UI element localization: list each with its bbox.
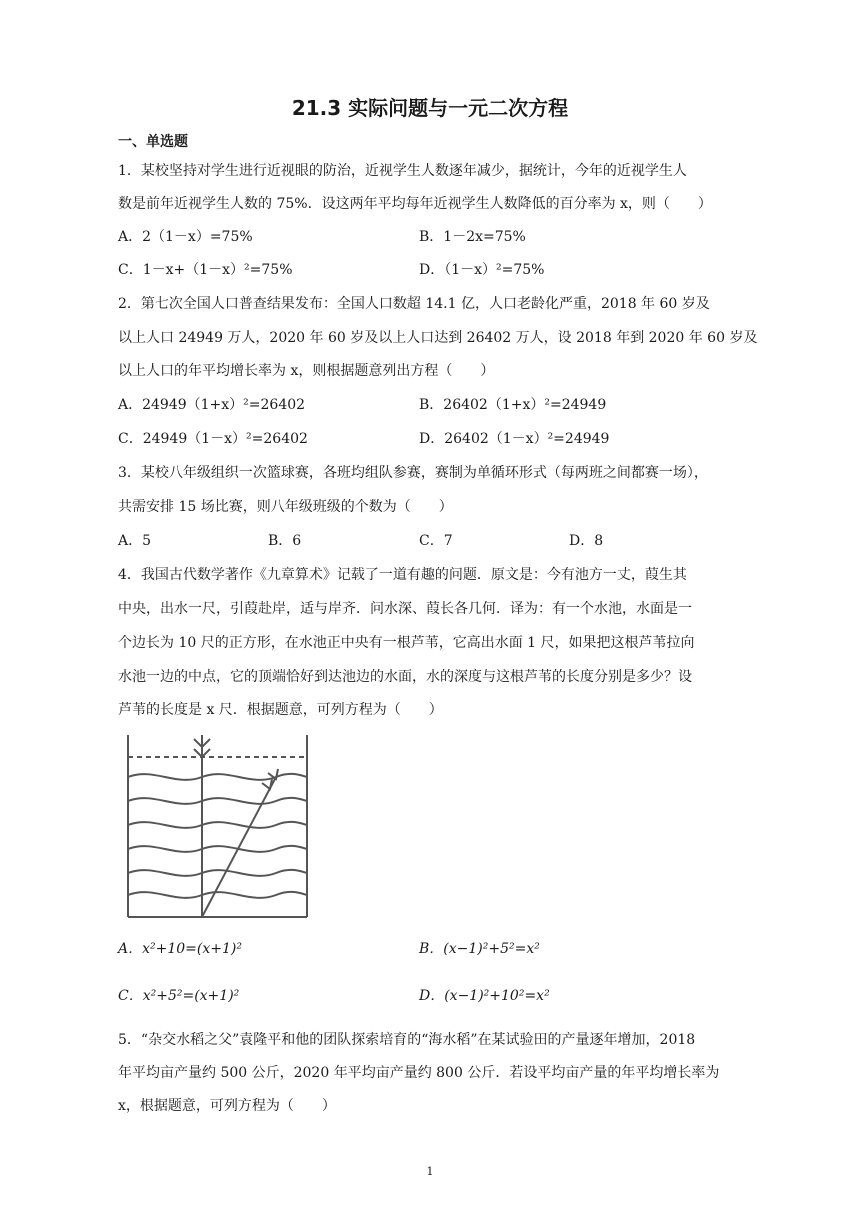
question-3-line-1: 3．某校八年级组织一次篮球赛，各班均组队参赛，赛制为单循环形式（每两班之间都赛一场）， — [118, 465, 708, 481]
question-1-option-b: B．1－2x=75% — [419, 229, 526, 245]
question-3-line-2: 共需安排 15 场比赛，则八年级班级的个数为（ ） — [118, 499, 453, 515]
section-title: 一、单选题 — [118, 134, 188, 150]
wave-6 — [128, 892, 307, 898]
question-4-line-3: 个边长为 10 尺的正方形，在水池正中央有一根芦苇，它高出水面 1 尺，如果把这根芦苇拉向 — [118, 635, 695, 651]
question-4-line-2: 中央，出水一尺，引葭赴岸，适与岸齐．问水深、葭长各几何．译为：有一个水池，水面是一 — [118, 601, 692, 617]
question-2-option-a: A．24949（1+x）²=26402 — [118, 397, 306, 413]
question-4-line-5: 芦苇的长度是 x 尺．根据题意，可列方程为（ ） — [118, 702, 443, 718]
wave-1 — [128, 774, 307, 780]
question-3-option-b: B．6 — [268, 533, 302, 549]
question-2-line-3: 以上人口的年平均增长率为 x，则根据题意列出方程（ ） — [118, 363, 495, 379]
question-1-option-d: D．（1－x）²=75% — [419, 262, 545, 278]
question-1-option-c: C．1－x+（1－x）²=75% — [118, 262, 293, 278]
question-2-option-c: C．24949（1－x）²=26402 — [118, 431, 308, 447]
question-4-line-1: 4．我国古代数学著作《九章算术》记载了一道有趣的问题．原文是：今有池方一丈，葭生其 — [118, 567, 687, 583]
question-4-option-b: B．(x−1)²+5²=x² — [419, 941, 540, 957]
wave-3 — [128, 822, 307, 828]
question-2-line-2: 以上人口 24949 万人，2020 年 60 岁及以上人口达到 26402 万人，设 2018 年到 2020 年 60 岁及 — [118, 330, 758, 346]
question-5-line-1: 5．“杂交水稻之父”袁隆平和他的团队探索培育的“海水稻”在某试验田的产量逐年增加，2018 — [118, 1032, 696, 1048]
question-3-option-a: A．5 — [118, 533, 152, 549]
page-number: 1 — [426, 1165, 434, 1178]
wave-4 — [128, 846, 307, 852]
question-1-line-2: 数是前年近视学生人数的 75%．设这两年平均每年近视学生人数降低的百分率为 x，则（ ） — [118, 196, 712, 212]
wave-5 — [128, 870, 307, 876]
question-3-option-d: D．8 — [569, 533, 604, 549]
question-2-option-d: D．26402（1－x）²=24949 — [419, 431, 610, 447]
question-3-option-c: C．7 — [419, 533, 453, 549]
question-4-line-4: 水池一边的中点，它的顶端恰好到达池边的水面，水的深度与这根芦苇的长度分别是多少？设 — [118, 669, 692, 685]
question-5-line-3: x，根据题意，可列方程为（ ） — [118, 1098, 336, 1114]
question-4-option-a: A．x²+10=(x+1)² — [118, 941, 242, 957]
question-4-option-c: C．x²+5²=(x+1)² — [118, 988, 240, 1004]
question-1-option-a: A．2（1－x）=75% — [118, 229, 253, 245]
question-1-line-1: 1．某校坚持对学生进行近视眼的防治，近视学生人数逐年减少，据统计，今年的近视学生人 — [118, 163, 687, 179]
question-2-line-1: 2．第七次全国人口普查结果发布：全国人口数超 14.1 亿，人口老龄化严重，2018 年 60 岁及 — [118, 296, 710, 312]
pond-reed-figure — [124, 733, 314, 919]
wave-2 — [128, 798, 307, 804]
question-5-line-2: 年平均亩产量约 500 公斤，2020 年平均亩产量约 800 公斤．若设平均亩产量的年平均增长率为 — [118, 1065, 720, 1081]
question-4-option-d: D．(x−1)²+10²=x² — [419, 988, 550, 1004]
question-2-option-b: B．26402（1+x）²=24949 — [419, 397, 607, 413]
page-title: 21.3 实际问题与一元二次方程 — [291, 96, 569, 120]
